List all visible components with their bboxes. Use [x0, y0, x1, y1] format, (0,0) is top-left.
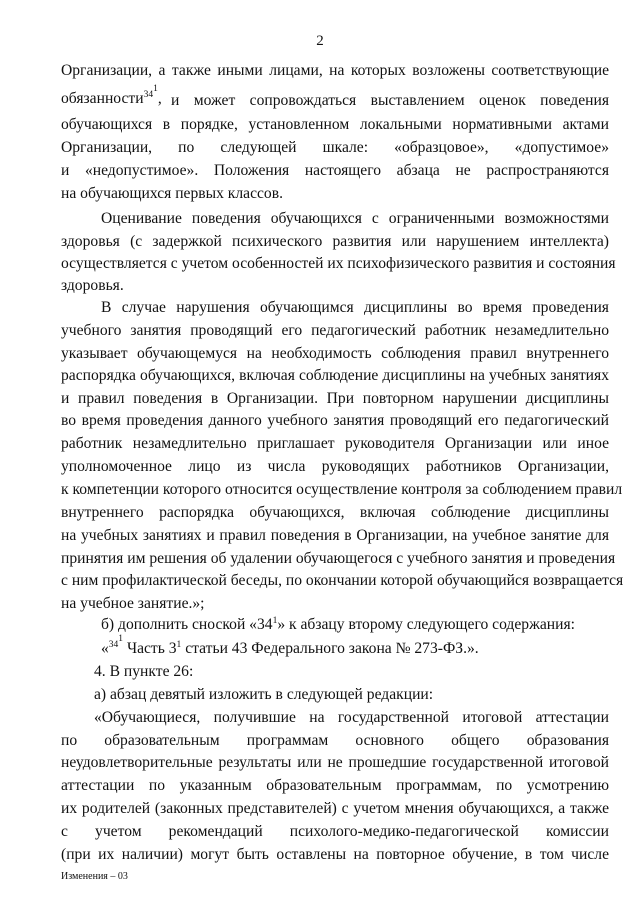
text-line: их родителей (законных представителей) с учетом мнения обучающихся, а также [61, 800, 609, 817]
text-line: и правил поведения в Организации. При повторном нарушении дисциплины [61, 390, 609, 407]
text-line: аттестации по указанным образовательным программам, по усмотрению [61, 777, 609, 794]
text-line: принятия им решения об удалении обучающегося с учебного занятия и проведения [61, 550, 616, 567]
page-number: 2 [316, 33, 324, 49]
text-line: обучающихся в порядке, установленном локальными нормативными актами [61, 116, 609, 133]
text-line: внутреннего распорядка обучающихся, включая соблюдение дисциплины [61, 504, 609, 521]
footnote-index: 1 [118, 634, 124, 644]
text-line: (при их наличии) могут быть оставлены на повторное обучение, в том числе [61, 846, 609, 863]
text-line: осуществляется с учетом особенностей их психофизического развития и состояния [61, 255, 616, 272]
footnote-mid: Часть 3 [123, 640, 177, 657]
text-line: работник незамедлительно приглашает руководителя Организации или иное [61, 435, 609, 452]
text-line: на учебных занятиях и правил поведения в Организации, на учебное занятие для [61, 527, 609, 544]
text-line: во время проведения данного учебного занятия проводящий его педагогический [61, 412, 609, 429]
text-line: на учебное занятие.»; [61, 595, 205, 612]
text-line: Организации, а также иными лицами, на которых возложены соответствующие [61, 62, 609, 79]
footnote-ref-index: 1 [153, 84, 158, 94]
text-line: указывает обучающемуся на необходимость соблюдения правил внутреннего [61, 345, 609, 362]
footnote-number: 34 [108, 640, 119, 650]
text-line: неудовлетворительные результаты или не прошедшие государственной итоговой [61, 754, 609, 771]
text-line: а) абзац девятый изложить в следующей редакции: [94, 686, 434, 703]
text-line: по образовательным программам основного общего образования [61, 732, 609, 749]
page-footer: Изменения – 03 [61, 871, 128, 882]
footnote-word: обязанности [61, 90, 144, 107]
footnote-after: статьи 43 Федерального закона № 273-ФЗ.». [181, 640, 479, 657]
text-line: распорядка обучающихся, включая соблюдение дисциплины на учебных занятиях [61, 367, 609, 384]
text-line: В случае нарушения обучающимся дисциплины во время проведения [101, 299, 609, 316]
text-line: здоровья (с задержкой психического развития или нарушением интеллекта) [61, 233, 609, 250]
text-line: и «недопустимое». Положения настоящего абзаца не распространяются [61, 162, 609, 179]
footnote-add-after: » к абзацу второму следующего содержания: [277, 616, 575, 633]
text-line: к компетенции которого относится осуществление контроля за соблюдением правил [61, 481, 623, 498]
text-line: здоровья. [61, 277, 124, 294]
footnote-open-quote: « [101, 640, 109, 657]
text-line: и может сопровождаться выставлением оценок поведения [171, 92, 609, 109]
text-line: с учетом рекомендаций психолого-медико-педагогической комиссии [61, 823, 609, 840]
footnote-comma: , [157, 90, 162, 107]
text-line: с ним профилактической беседы, по окончании которой обучающийся возвращается [61, 572, 624, 589]
text-line: «Обучающиеся, получившие на государственной итоговой аттестации [94, 709, 609, 726]
footnote-ref-number: 34 [143, 90, 154, 100]
footnote-part-index: 1 [176, 640, 182, 650]
text-line: уполномоченное лицо из числа руководящих работников Организации, [61, 458, 609, 475]
text-line: учебного занятия проводящий его педагогический работник незамедлительно [61, 322, 609, 339]
text-line: 4. В пункте 26: [94, 663, 194, 680]
footnote-add-index: 1 [272, 616, 278, 626]
text-line: Оценивание поведения обучающихся с ограниченными возможностями [101, 210, 609, 227]
text-line: Организации, по следующей шкале: «образцовое», «допустимое» [61, 139, 609, 156]
text-line: на обучающихся первых классов. [61, 185, 283, 202]
footnote-add-before: б) дополнить сноской «34 [101, 616, 273, 633]
text-line-footnote-text [101, 634, 609, 660]
text-line-footnote-add [101, 614, 609, 636]
